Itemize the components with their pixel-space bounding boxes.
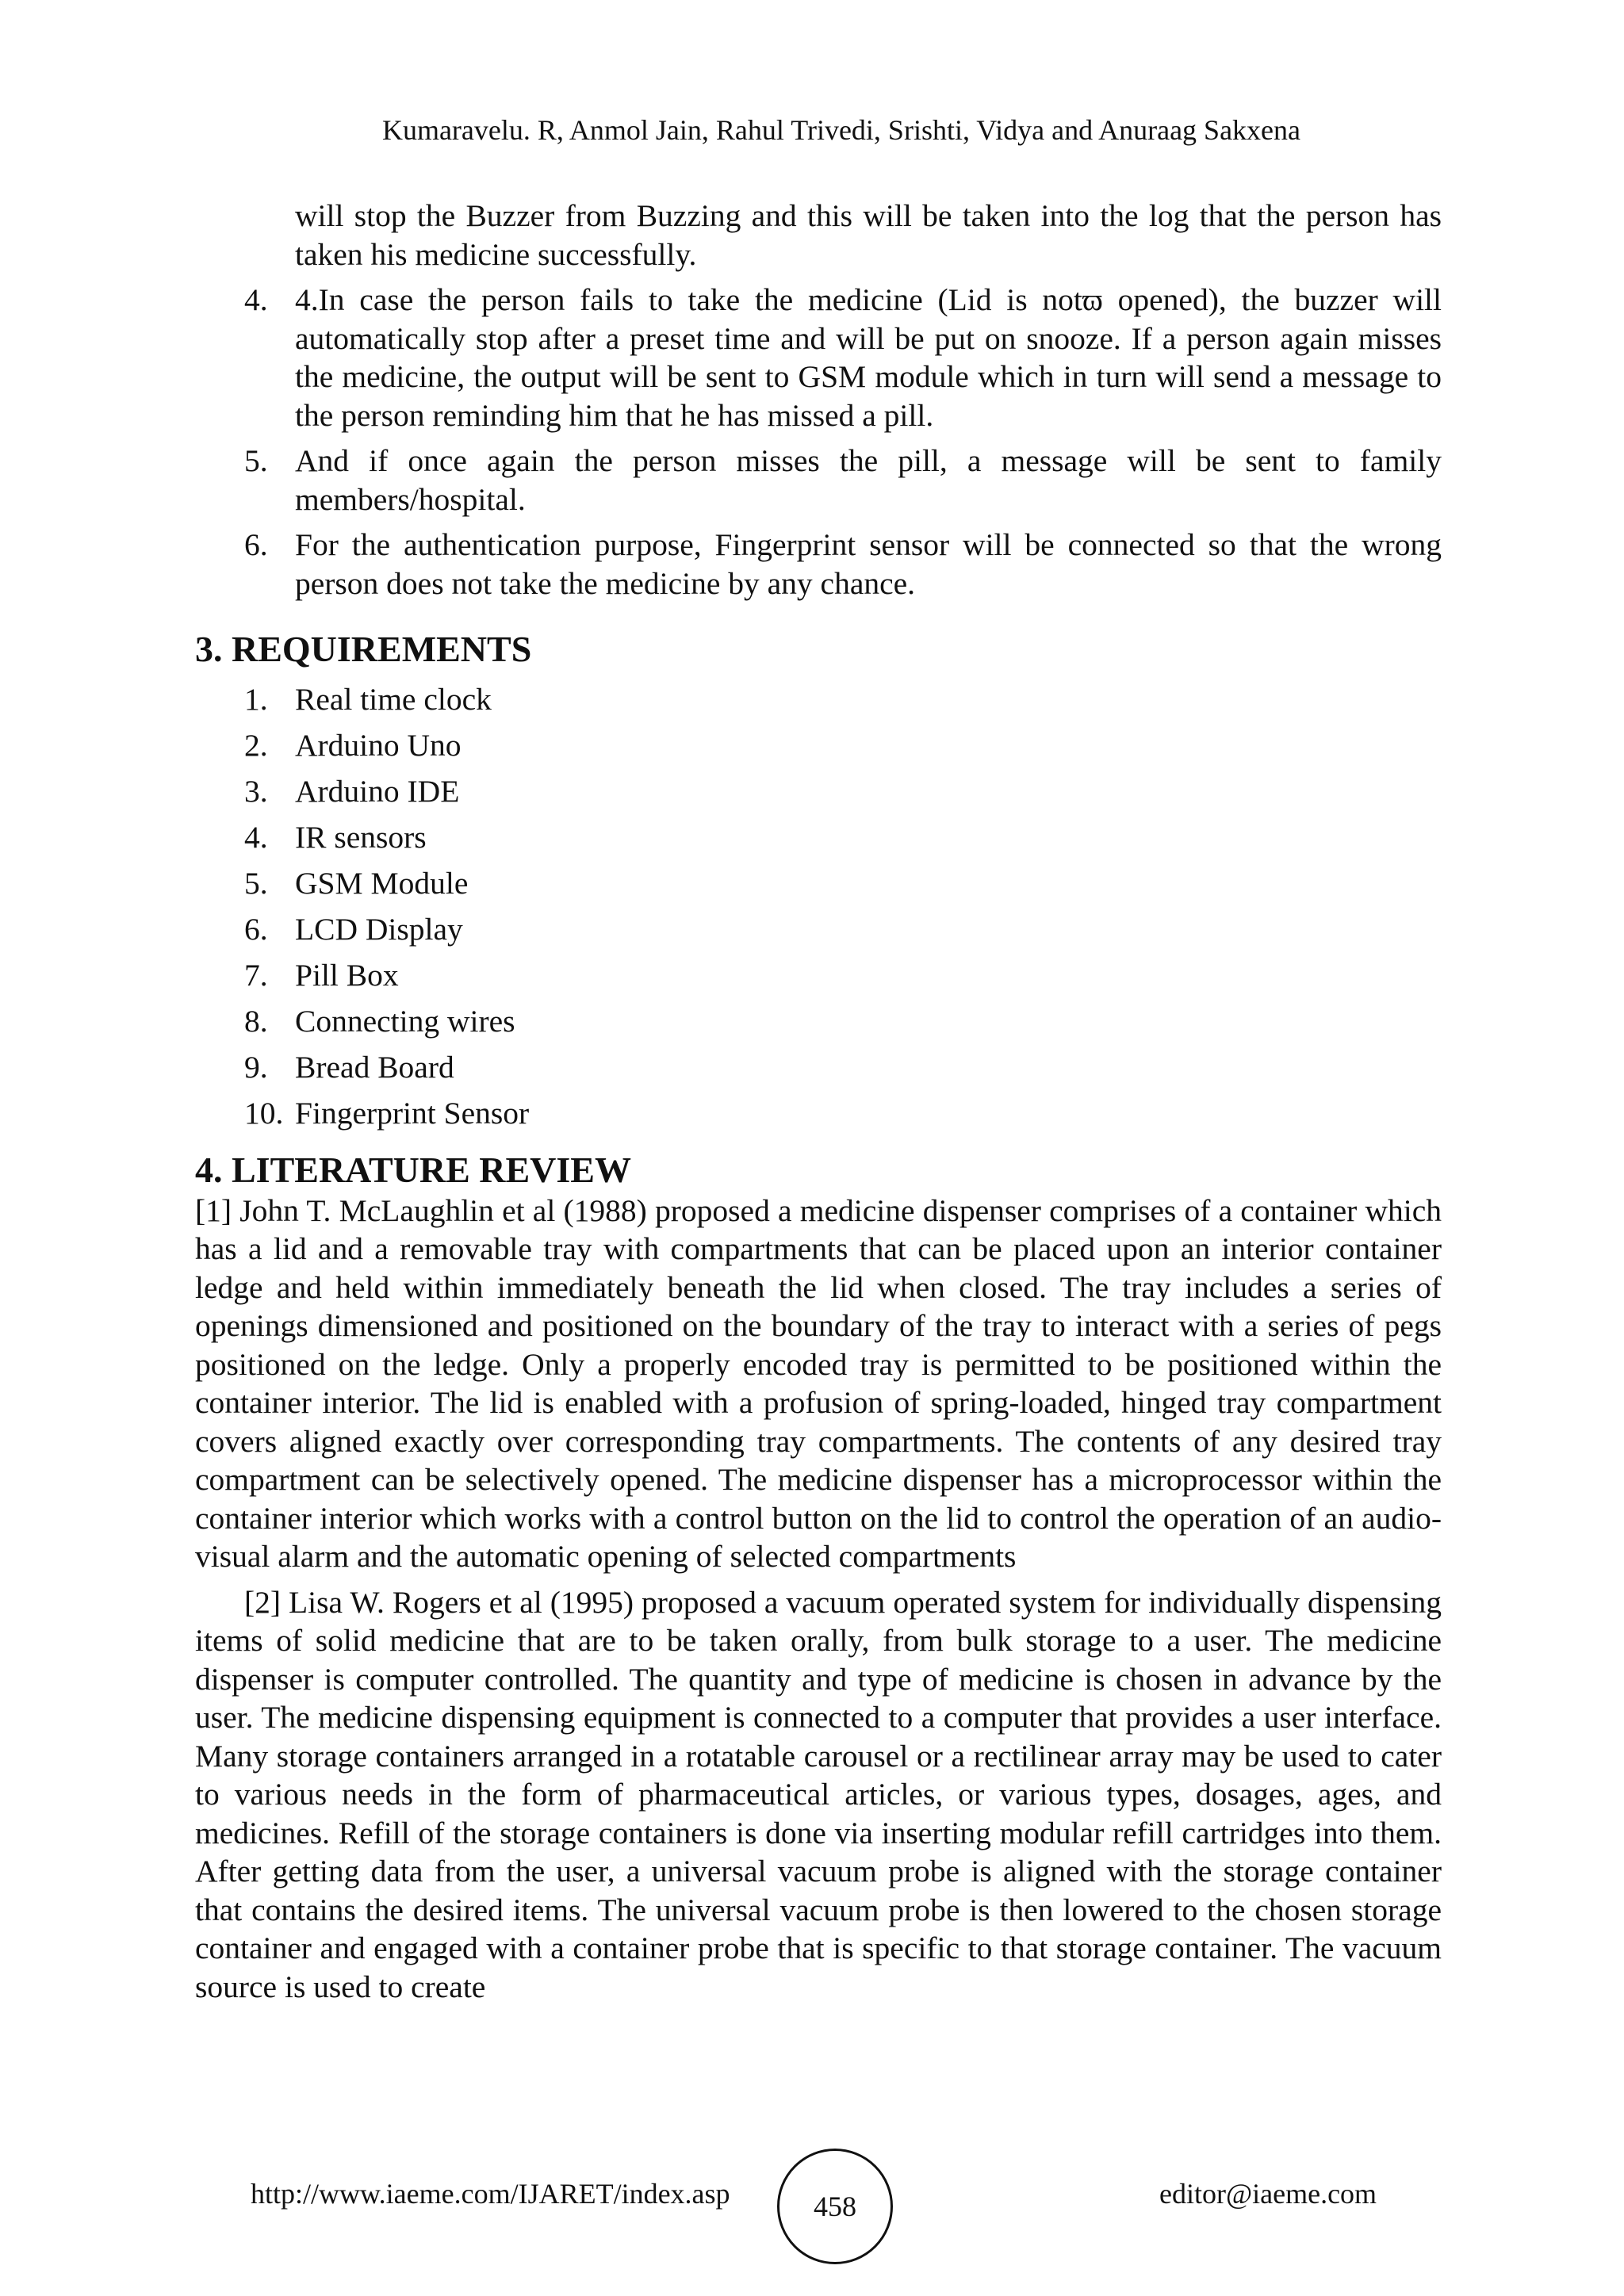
list-item-number: 1.	[244, 682, 268, 717]
page-number: 458	[814, 2191, 856, 2222]
list-item-number: 8.	[244, 1004, 268, 1039]
list-item-text: And if once again the person misses the pill, a message will be sent to family members/hospital.	[295, 443, 1442, 517]
list-item-text: Fingerprint Sensor	[295, 1096, 530, 1131]
list-item-number: 9.	[244, 1050, 268, 1085]
list-item-text: For the authentication purpose, Fingerprint sensor will be connected so that the wrong person does not take the medicine by any chance.	[295, 527, 1442, 601]
steps-list	[195, 197, 1442, 603]
paragraph-literature-2: [2] Lisa W. Rogers et al (1995) proposed a vacuum operated system for individually dispensing items of solid medicine that are to be taken orally, from bulk storage to a user. The medicine dispenser is computer controlled. The quantity and type of medicine is chosen in advance by the user. The medicine dispensing equipment is connected to a computer that provides a user interface. Many storage containers arranged in a rotatable carousel or a rectilinear array may be used to cater to various needs in the form of pharmaceutical articles, or various types, dosages, ages, and medicines. Refill of the storage containers is done via inserting modular refill cartridges into them. After getting data from the user, a universal vacuum probe is aligned with the storage container that contains the desired items. The universal vacuum probe is then lowered to the chosen storage container and engaged with a container probe that is specific to that storage container. The vacuum source is used to create	[195, 1584, 1442, 2004]
list-item-text: GSM Module	[295, 866, 469, 901]
footer-url-link[interactable]: http://www.iaeme.com/IJARET/index.asp	[251, 2178, 730, 2210]
list-item-text: Pill Box	[295, 958, 399, 993]
list-item-text: will stop the Buzzer from Buzzing and this will be taken into the log that the person has taken his medicine successfully.	[295, 198, 1442, 272]
list-item-text: Arduino IDE	[295, 774, 460, 809]
list-item	[195, 1094, 1442, 1133]
list-item-number: 6.	[244, 912, 268, 947]
page-body	[195, 197, 1442, 2006]
list-item-text: LCD Display	[295, 912, 463, 947]
list-item-number: 5.	[244, 443, 268, 478]
list-item	[195, 772, 1442, 811]
list-item-number: 7.	[244, 958, 268, 993]
paragraph-literature-1: [1] John T. McLaughlin et al (1988) proposed a medicine dispenser comprises of a container which has a lid and a removable tray with compartments that can be placed upon an interior container ledge and held within immediately beneath the lid when closed. The tray includes a series of openings dimensioned and positioned on the boundary of the tray to interact with a series of pegs positioned on the ledge. Only a properly encoded tray is permitted to be positioned within the container interior. The lid is enabled with a profusion of spring-loaded, hinged tray compartment covers aligned exactly over corresponding tray compartments. The contents of any desired tray compartment can be selectively opened. The medicine dispenser has a microprocessor within the container interior which works with a control button on the lid to control the operation of an audio-visual alarm and the automatic opening of selected compartments	[195, 1192, 1442, 1574]
list-item	[195, 1048, 1442, 1087]
list-item	[195, 526, 1442, 603]
list-item-text: Real time clock	[295, 682, 492, 717]
list-item-text: Bread Board	[295, 1050, 454, 1085]
list-item	[195, 680, 1442, 719]
list-item-text: Connecting wires	[295, 1004, 515, 1039]
list-item	[195, 956, 1442, 995]
list-item	[195, 910, 1442, 949]
list-item-number: 6.	[244, 527, 268, 562]
section-heading-requirements: 3. REQUIREMENTS	[195, 629, 532, 669]
list-item-text: 4.In case the person fails to take the medicine (Lid is notϖ opened), the buzzer will automatically stop after a preset time and will be put on snooze. If a person again misses the medicine, the output will be sent to GSM module which in turn will send a message to the person reminding him that he has missed a pill.	[295, 282, 1442, 433]
list-item-text: IR sensors	[295, 820, 427, 855]
list-item	[195, 726, 1442, 765]
list-item	[195, 818, 1442, 857]
list-item	[195, 1002, 1442, 1041]
page-footer	[0, 2149, 1624, 2275]
list-item-text: Arduino Uno	[295, 728, 462, 763]
list-item-number: 5.	[244, 866, 268, 901]
list-item	[195, 864, 1442, 903]
list-item	[195, 442, 1442, 519]
page-number-badge	[777, 2149, 893, 2264]
list-item-number: 2.	[244, 728, 268, 763]
running-header: Kumaravelu. R, Anmol Jain, Rahul Trivedi, Srishti, Vidya and Anuraag Sakxena	[381, 114, 1301, 146]
list-item-number: 4.	[244, 282, 268, 317]
list-item-continuation	[195, 197, 1442, 274]
requirements-list	[195, 680, 1442, 1133]
list-item-number: 10.	[244, 1096, 284, 1131]
list-item-number: 4.	[244, 820, 268, 855]
list-item	[195, 281, 1442, 434]
list-item-number: 3.	[244, 774, 268, 809]
footer-email-link[interactable]: editor@iaeme.com	[1159, 2178, 1377, 2210]
section-heading-literature-review: 4. LITERATURE REVIEW	[195, 1149, 631, 1190]
